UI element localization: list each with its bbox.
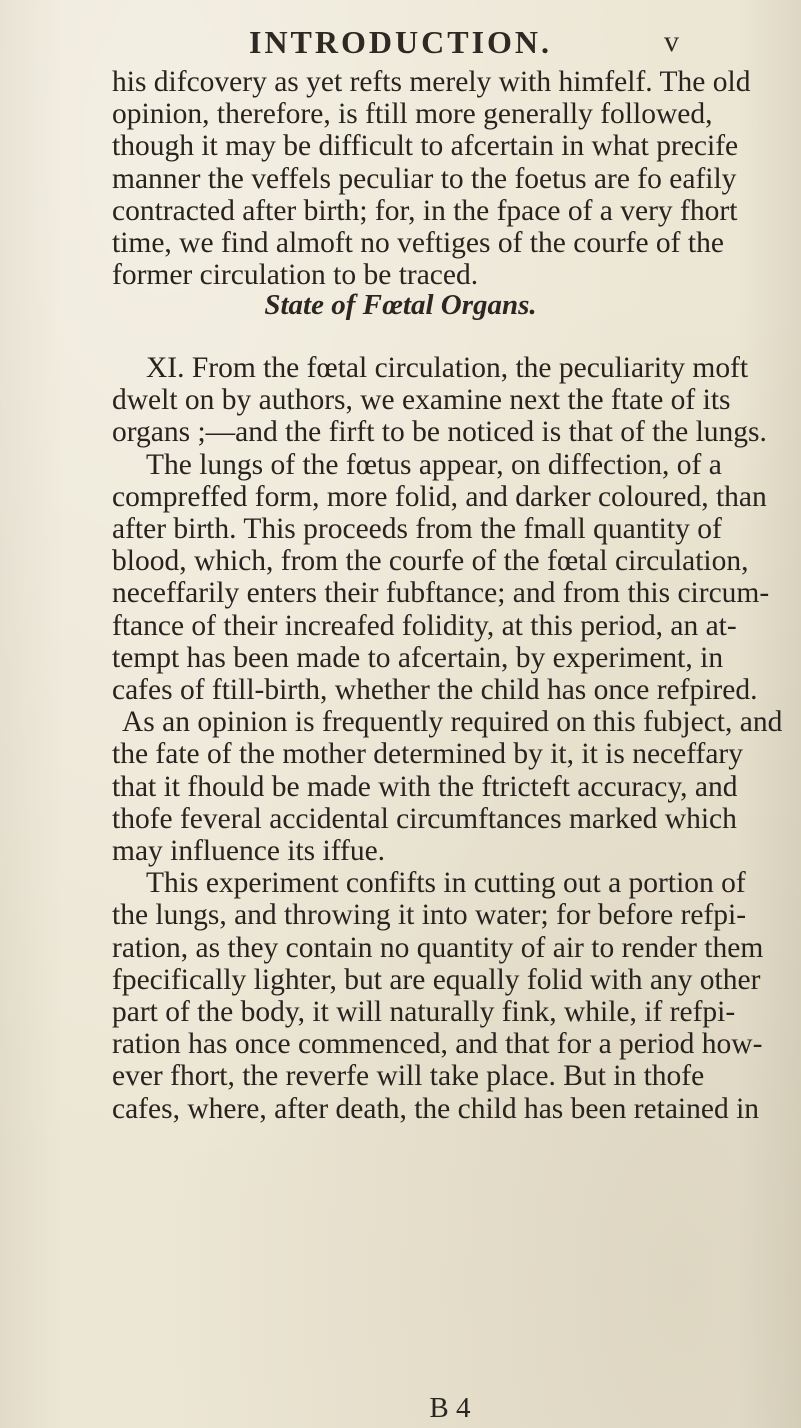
text-line: may influence its iffue. — [112, 835, 386, 868]
text-line: ftance of their increafed folidity, at this period, an at- — [112, 609, 737, 642]
text-line: contracted after birth; for, in the fpace of a very fhort — [112, 194, 738, 227]
text-line: thofe feveral accidental circumftances marked which — [112, 802, 737, 835]
text-line: the lungs, and throwing it into water; for before refpi- — [112, 899, 747, 932]
text-line: cafes, where, after death, the child has been retained in — [112, 1092, 760, 1125]
text-line: As an opinion is frequently required on this fubject, and — [122, 706, 783, 739]
text-line: neceffarily enters their fubftance; and from this circum- — [112, 577, 770, 610]
text-line: dwelt on by authors, we examine next the ftate of its — [112, 384, 731, 417]
text-line: time, we find almoft no veftiges of the courfe of the — [112, 227, 724, 260]
text-line: opinion, therefore, is ftill more generally followed, — [112, 98, 713, 131]
text-line: ration has once commenced, and that for a period how- — [112, 1028, 763, 1061]
text-line: cafes of ftill-birth, whether the child has once refpired. — [112, 674, 758, 707]
page-number: v — [664, 25, 679, 58]
text-line: fpecifically lighter, but are equally folid with any other — [112, 963, 761, 996]
running-head — [0, 22, 801, 62]
text-line: XI. From the fœtal circulation, the peculiarity moft — [146, 352, 749, 384]
text-line: The lungs of the fœtus appear, on diffection, of a — [146, 448, 722, 481]
text-line: former circulation to be traced. — [112, 259, 479, 292]
signature-mark-container — [0, 1392, 801, 1424]
text-line: ever fhort, the reverfe will take place. But in thofe — [112, 1060, 705, 1093]
paragraph-foetal-organs — [112, 352, 783, 1125]
text-line: manner the veffels peculiar to the foetus are fo eafily — [112, 162, 737, 195]
text-line: though it may be difficult to afcertain in what precife — [112, 130, 739, 163]
text-line: his difcovery as yet refts merely with himfelf. The old — [112, 66, 751, 98]
text-line: ration, as they contain no quantity of air to render them — [112, 931, 764, 964]
text-line: compreffed form, more folid, and darker coloured, than — [112, 480, 767, 513]
text-line: blood, which, from the courfe of the fœtal circulation, — [112, 545, 749, 578]
text-line: after birth. This proceeds from the fmall quantity of — [112, 513, 722, 546]
text-line: tempt has been made to afcertain, by experiment, in — [112, 641, 724, 674]
text-line: organs ;—and the firft to be noticed is that of the lungs. — [112, 416, 767, 449]
text-line: part of the body, it will naturally fink, while, if refpi- — [112, 996, 736, 1029]
running-title: INTRODUCTION. — [248, 24, 553, 60]
paragraph-circulation — [112, 66, 751, 292]
text-line: the fate of the mother determined by it, it is neceffary — [112, 738, 744, 771]
text-line: that it fhould be made with the ftricteft accuracy, and — [112, 770, 738, 803]
text-line: This experiment confifts in cutting out a portion of — [146, 867, 746, 900]
section-heading: State of Fœtal Organs. — [264, 289, 537, 321]
signature-mark: B 4 — [429, 1392, 471, 1424]
